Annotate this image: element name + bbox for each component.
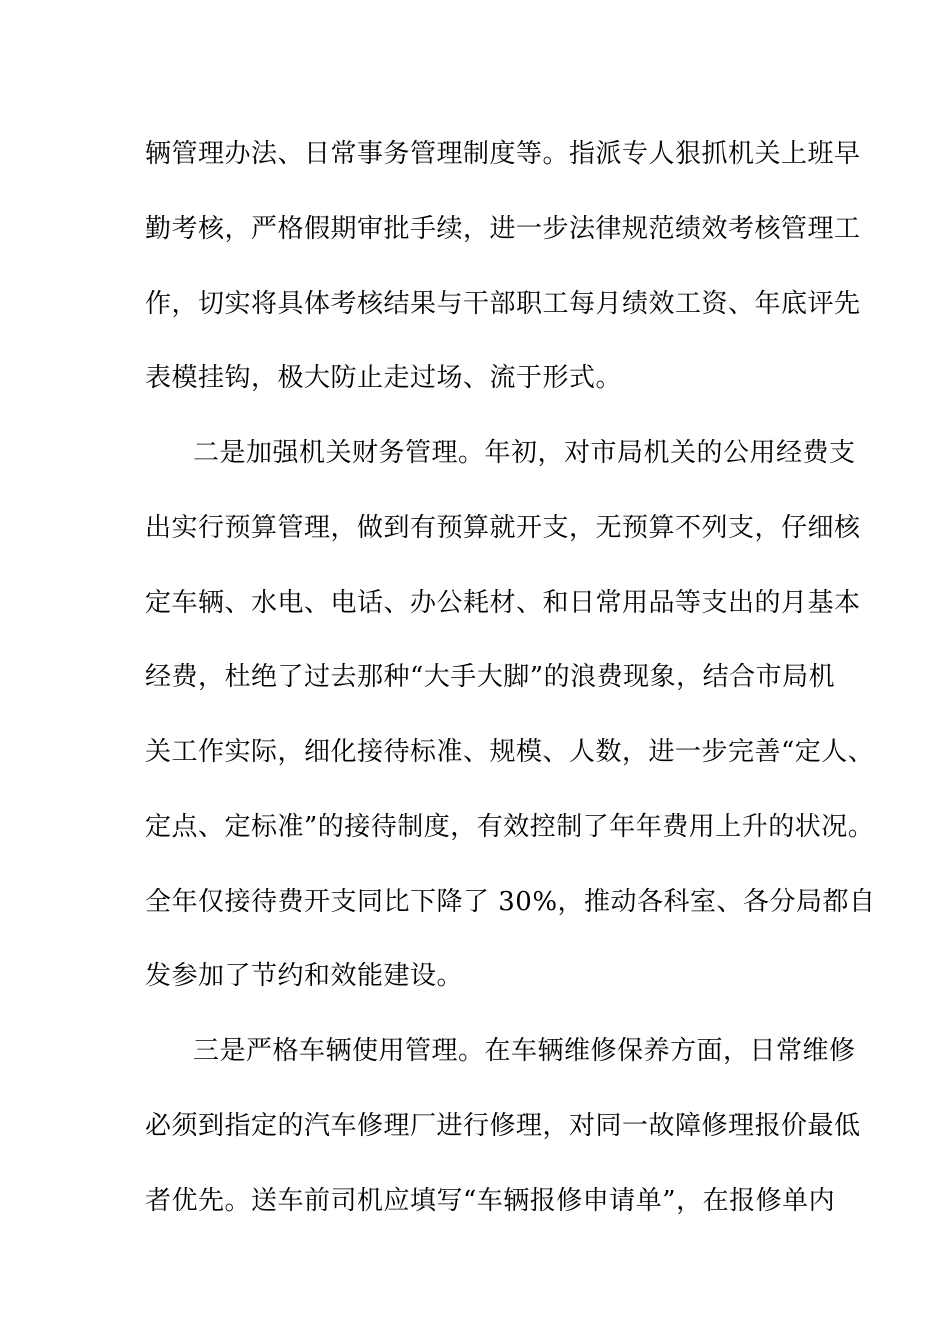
text-line-1: 辆管理办法、日常事务管理制度等。指派专人狠抓机关上班早 (145, 139, 861, 169)
text-line-9: 关工作实际，细化接待标准、规模、人数，进一步完善“定人、 (145, 737, 875, 767)
text-line-7: 定车辆、水电、电话、办公耗材、和日常用品等支出的月基本 (145, 588, 861, 618)
text-line-14: 必须到指定的汽车修理厂进行修理，对同一故障修理报价最低 (145, 1111, 861, 1141)
text-line-4: 表模挂钩，极大防止走过场、流于形式。 (145, 363, 623, 393)
text-line-2: 勤考核，严格假期审批手续，进一步法律规范绩效考核管理工 (145, 214, 861, 244)
paragraph-2-start: 二是加强机关财务管理。年初，对市局机关的公用经费支 (193, 438, 856, 468)
paragraph-3-start: 三是严格车辆使用管理。在车辆维修保养方面，日常维修 (193, 1036, 856, 1066)
text-line-12: 发参加了节约和效能建设。 (145, 961, 464, 991)
text-line-15: 者优先。送车前司机应填写“车辆报修申请单”，在报修单内 (145, 1186, 836, 1216)
text-line-3: 作，切实将具体考核结果与干部职工每月绩效工资、年底评先 (145, 289, 861, 319)
text-line-10: 定点、定标准”的接待制度，有效控制了年年费用上升的状况。 (145, 812, 875, 842)
text-line-11: 全年仅接待费开支同比下降了 30%，推动各科室、各分局都自 (145, 887, 876, 917)
text-line-6: 出实行预算管理，做到有预算就开支，无预算不列支，仔细核 (145, 513, 861, 543)
text-line-8: 经费，杜绝了过去那种“大手大脚”的浪费现象，结合市局机 (145, 662, 836, 692)
